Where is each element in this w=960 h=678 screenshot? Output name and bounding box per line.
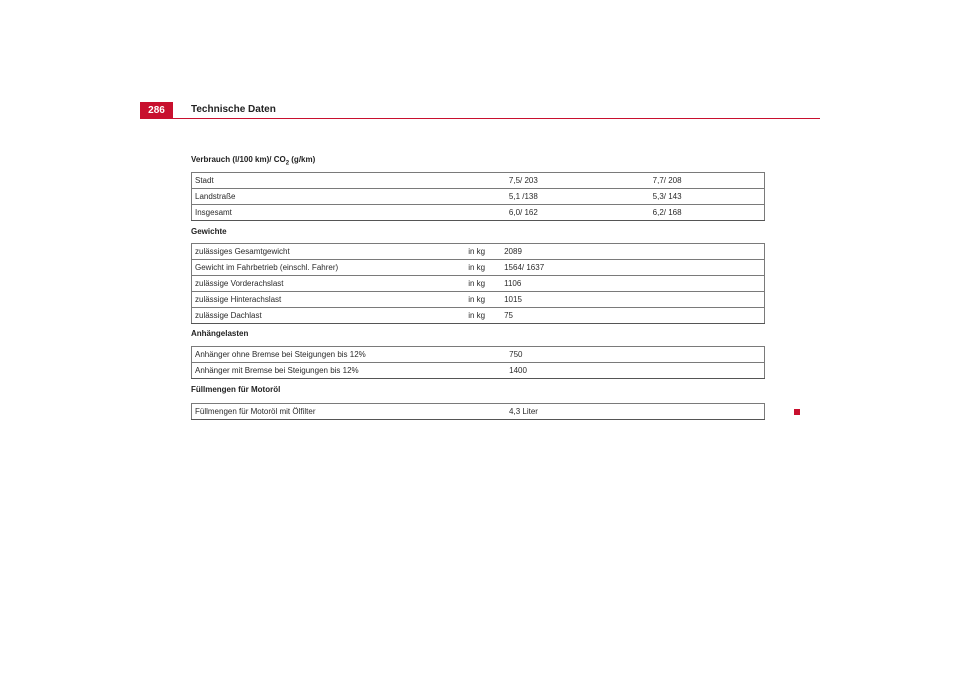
section-title-oil: Füllmengen für Motoröl xyxy=(191,385,281,394)
unit-cell: in kg xyxy=(453,244,488,260)
value-cell: 1015 xyxy=(488,292,764,308)
page-title: Technische Daten xyxy=(191,104,276,115)
value-cell: 7,7/ 208 xyxy=(650,173,765,189)
consumption-table xyxy=(191,172,765,221)
value-cell: 5,3/ 143 xyxy=(650,189,765,205)
table-row xyxy=(192,244,765,260)
unit-cell: in kg xyxy=(453,260,488,276)
unit-cell: in kg xyxy=(453,292,488,308)
section-title-consumption: Verbrauch (l/100 km)/ $CO_2$ (g/km) xyxy=(191,155,316,167)
table-row xyxy=(192,205,765,221)
value-cell: 75 xyxy=(488,308,764,324)
row-label: zulässige Hinterachslast xyxy=(192,292,454,308)
row-label: Stadt xyxy=(192,173,506,189)
value-cell: 1564/ 1637 xyxy=(488,260,764,276)
table-row xyxy=(192,363,765,379)
unit-cell: in kg xyxy=(453,276,488,292)
table-row xyxy=(192,404,765,420)
value-cell: 750 xyxy=(506,347,764,363)
table-row xyxy=(192,308,765,324)
unit-cell: in kg xyxy=(453,308,488,324)
table-row xyxy=(192,292,765,308)
row-label: Insgesamt xyxy=(192,205,506,221)
value-cell: 2089 xyxy=(488,244,764,260)
section-title-weights: Gewichte xyxy=(191,227,227,236)
header-rule xyxy=(140,118,820,119)
page-number: 286 xyxy=(140,102,173,119)
weights-table xyxy=(191,243,765,324)
oil-table xyxy=(191,403,765,420)
value-cell: 5,1 /138 xyxy=(506,189,650,205)
table-row xyxy=(192,347,765,363)
row-label: Landstraße xyxy=(192,189,506,205)
row-label: Anhänger mit Bremse bei Steigungen bis 12% xyxy=(192,363,507,379)
row-label: Füllmengen für Motoröl mit Ölfilter xyxy=(192,404,507,420)
table-row xyxy=(192,189,765,205)
trailer-table xyxy=(191,346,765,379)
value-cell: 7,5/ 203 xyxy=(506,173,650,189)
row-label: Gewicht im Fahrbetrieb (einschl. Fahrer) xyxy=(192,260,454,276)
value-cell: 1106 xyxy=(488,276,764,292)
table-row xyxy=(192,260,765,276)
value-cell: 6,2/ 168 xyxy=(650,205,765,221)
table-row xyxy=(192,276,765,292)
row-label: Anhänger ohne Bremse bei Steigungen bis 12% xyxy=(192,347,507,363)
section-title-trailer: Anhängelasten xyxy=(191,329,249,338)
row-label: zulässige Vorderachslast xyxy=(192,276,454,292)
value-cell: 4,3 Liter xyxy=(506,404,764,420)
table-row xyxy=(192,173,765,189)
row-label: zulässiges Gesamtgewicht xyxy=(192,244,454,260)
row-label: zulässige Dachlast xyxy=(192,308,454,324)
value-cell: 1400 xyxy=(506,363,764,379)
red-square-end-icon xyxy=(794,409,800,415)
value-cell: 6,0/ 162 xyxy=(506,205,650,221)
